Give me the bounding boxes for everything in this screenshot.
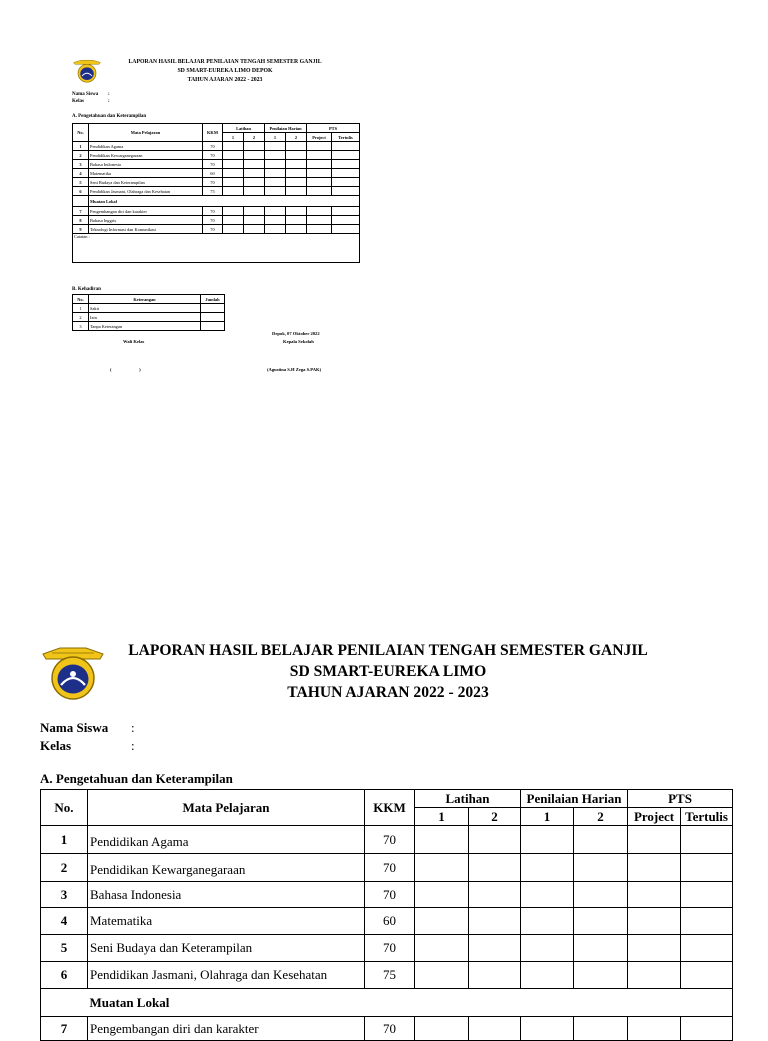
grades-table-small: No. Mata Pelajaran KKM Latihan Penilaian Harian PTS 1 2 1 2 Project Tertulis 1 Pendidikan Agama 70 2 Pendidikan Kewarganegaraan 70 3 Bahasa Indonesia 70 4 Matematika 60 5 Seni Budaya dan Keterampilan 70 6 Pendidikan Jasmani, Olahraga dan Kesehatan 75 Muatan Lokal 7 Pengembangan diri dan karakter 70 8 Bahasa Inggris 70 9 Teknologi Informasi dan Komunikasi 70 Catatan : xyxy=(72,123,360,263)
report-title: LAPORAN HASIL BELAJAR PENILAIAN TENGAH SEMESTER GANJIL SD SMART-EUREKA LIMO TAHUN AJARAN 2022 - 2023 xyxy=(128,642,648,701)
muatan-lokal-row: Muatan Lokal xyxy=(41,989,733,1017)
table-row: 7 Pengembangan diri dan karakter 70 xyxy=(73,207,360,216)
report-title: LAPORAN HASIL BELAJAR PENILAIAN TENGAH SEMESTER GANJIL SD SMART-EUREKA LIMO DEPOK TAHUN AJARAN 2022 - 2023 xyxy=(128,59,322,83)
kelas-field: Kelas : xyxy=(72,99,110,104)
col-header-latihan: Latihan xyxy=(415,790,521,808)
table-row: 3 Tanpa Keterangan xyxy=(73,322,225,331)
wali-kelas-signature: ( ) xyxy=(110,367,141,372)
section-a-heading: A. Pengetahuan dan Keterampilan xyxy=(40,771,233,786)
table-row: 1 Sakit xyxy=(73,304,225,313)
kepala-sekolah-label: Kepala Sekolah xyxy=(283,339,314,344)
table-row: 8 Bahasa Inggris 70 xyxy=(73,216,360,225)
grades-table: No. Mata Pelajaran KKM Latihan Penilaian Harian PTS 1 2 1 2 Project Tertulis 1 Pendidikan Agama 70 2 Pendidikan Kewarganegaraan 70 3 Bahasa Indonesia 70 4 Matematika 60 5 Seni Budaya dan Keterampilan 70 6 Pendidikan Jasmani, Olahraga dan Kesehatan 75 Muatan Lokal 7 Pengembangan diri dan karakter 70 xyxy=(40,789,733,1041)
table-row: 6 Pendidikan Jasmani, Olahraga dan Kesehatan 75 xyxy=(73,187,360,196)
table-row: 5 Seni Budaya dan Keterampilan 70 xyxy=(41,935,733,962)
col-header-pts: PTS xyxy=(628,790,733,808)
nama-siswa-field: Nama Siswa : xyxy=(40,720,135,735)
table-row: 3 Bahasa Indonesia 70 xyxy=(73,160,360,169)
table-row: 1 Pendidikan Agama 70 xyxy=(41,826,733,854)
section-a-heading: A. Pengetahuan dan Keterampilan xyxy=(72,114,147,119)
col-header-no: No. xyxy=(41,790,88,826)
col-header-mapel: Mata Pelajaran xyxy=(88,790,365,826)
table-row: 5 Seni Budaya dan Keterampilan 70 xyxy=(73,178,360,187)
table-row: 6 Pendidikan Jasmani, Olahraga dan Kesehatan 75 xyxy=(41,962,733,989)
school-logo-icon xyxy=(72,58,102,84)
nama-siswa-field: Nama Siswa : xyxy=(72,92,110,97)
col-header-harian: Penilaian Harian xyxy=(521,790,628,808)
wali-kelas-label: Wali Kelas xyxy=(123,339,145,344)
table-row: 7 Pengembangan diri dan karakter 70 xyxy=(41,1017,733,1041)
table-row: 2 Pendidikan Kewarganegaraan 70 xyxy=(73,151,360,160)
table-row: 3 Bahasa Indonesia 70 xyxy=(41,882,733,908)
attendance-table-small: No. Keterangan Jumlah 1 Sakit 2 Izin 3 Tanpa Keterangan xyxy=(72,294,225,331)
table-row: 9 Teknologi Informasi dan Komunikasi 70 xyxy=(73,225,360,234)
kelas-field: Kelas : xyxy=(40,738,135,753)
table-row: 1 Pendidikan Agama 70 xyxy=(73,142,360,151)
place-date: Depok, 07 Oktober 2022 xyxy=(272,331,320,336)
table-row: 4 Matematika 60 xyxy=(41,908,733,935)
section-b-heading: B. Kehadiran xyxy=(72,287,101,292)
report-page-zoomed xyxy=(0,600,768,1036)
table-row: 2 Izin xyxy=(73,313,225,322)
table-row: 2 Pendidikan Kewarganegaraan 70 xyxy=(41,854,733,882)
kepala-sekolah-signature: (Agustina S.H Zega S.PAK) xyxy=(267,367,322,372)
school-logo-icon xyxy=(40,644,106,702)
muatan-lokal-row: Muatan Lokal xyxy=(73,196,360,207)
table-row: 4 Matematika 60 xyxy=(73,169,360,178)
catatan-row: Catatan : xyxy=(73,234,360,263)
grades-rows-small xyxy=(73,142,360,263)
col-header-kkm: KKM xyxy=(365,790,415,826)
